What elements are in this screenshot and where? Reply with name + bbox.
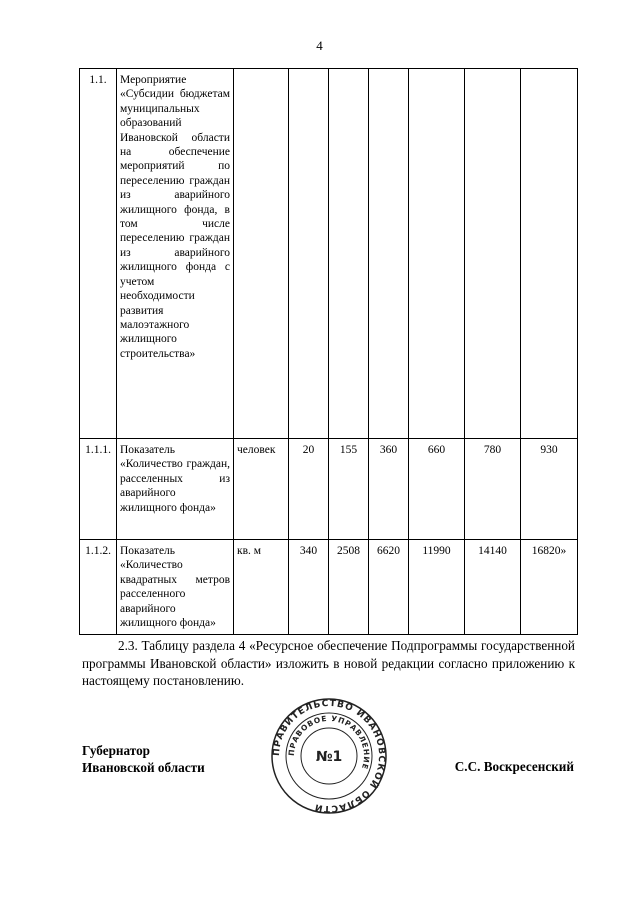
value-cell — [409, 69, 465, 439]
signatory-position — [82, 742, 205, 776]
value-cell: 16820» — [521, 540, 578, 635]
row-name: Показатель «Количество квадратных метров расселенного аварийного жилищного фонда» — [117, 540, 234, 635]
page-number: 4 — [316, 38, 323, 53]
official-seal-icon — [270, 697, 388, 815]
table-row — [80, 69, 578, 439]
row-number: 1.1.2. — [80, 540, 117, 635]
signatory-name: С.С. Воскресенский — [454, 759, 574, 774]
row-unit: человек — [234, 439, 289, 540]
svg-text:ПРАВИТЕЛЬСТВО ИВАНОВСКОЙ ОБЛАС: ПРАВИТЕЛЬСТВО ИВАНОВСКОЙ ОБЛАСТИ — [271, 698, 387, 814]
svg-text:ПРАВОВОЕ УПРАВЛЕНИЕ: ПРАВОВОЕ УПРАВЛЕНИЕ — [286, 713, 372, 771]
table-row — [80, 439, 578, 540]
value-cell — [329, 69, 369, 439]
value-cell: 20 — [289, 439, 329, 540]
value-cell: 155 — [329, 439, 369, 540]
value-cell: 6620 — [369, 540, 409, 635]
value-cell: 11990 — [409, 540, 465, 635]
amendment-paragraph: 2.3. Таблицу раздела 4 «Ресурсное обеспечение Подпрограммы государственной программы Ивановской области» изложить в новой редакции согласно приложению к настоящему постановлению. — [82, 638, 575, 688]
position-line: Ивановской области — [82, 760, 205, 775]
value-cell — [465, 69, 521, 439]
indicators-table — [79, 68, 578, 635]
value-cell: 930 — [521, 439, 578, 540]
row-name: Показатель «Количество граждан, расселенных из аварийного жилищного фонда» — [117, 439, 234, 540]
value-cell — [521, 69, 578, 439]
value-cell — [369, 69, 409, 439]
value-cell: 340 — [289, 540, 329, 635]
row-name: Мероприятие «Субсидии бюджетам муниципальных образований Ивановской области на обеспечение мероприятий по переселению граждан из аварийного жилищного фонда, в том числе переселению граждан из аварийного жилищного фонда с учетом необходимости развития малоэтажного жилищного строительства» — [117, 69, 234, 439]
svg-text:№1: №1 — [315, 749, 343, 765]
row-unit — [234, 69, 289, 439]
value-cell: 14140 — [465, 540, 521, 635]
row-number: 1.1. — [80, 69, 117, 439]
row-unit: кв. м — [234, 540, 289, 635]
row-number: 1.1.1. — [80, 439, 117, 540]
value-cell — [289, 69, 329, 439]
position-line: Губернатор — [82, 743, 150, 758]
value-cell: 360 — [369, 439, 409, 540]
value-cell: 660 — [409, 439, 465, 540]
value-cell: 2508 — [329, 540, 369, 635]
table-row — [80, 540, 578, 635]
value-cell: 780 — [465, 439, 521, 540]
